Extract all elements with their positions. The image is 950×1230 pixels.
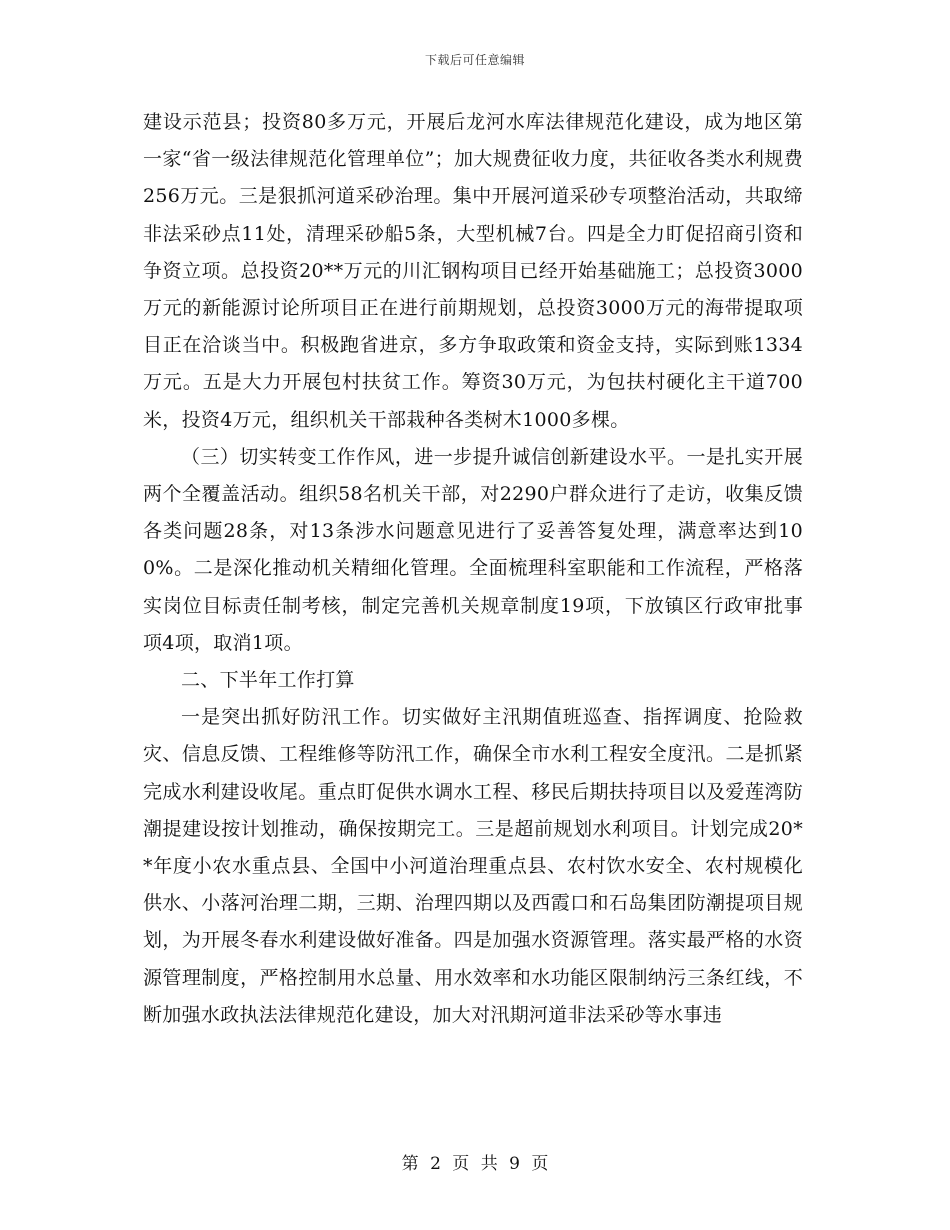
section-heading-plan: 二、下半年工作打算 (181, 669, 355, 692)
paragraph-section-three: （三）切实转变工作作风，进一步提升诚信创新建设水平。一是扎实开展两个全覆盖活动。组织58名机关干部，对2290户群众进行了走访，收集反馈各类问题28条，对13条涉水问题意见进行了妥善答复处理，满意率达到100%。二是深化推动机关精细化管理。全面梳理科室职能和工作流程，严格落实岗位目标责任制考核，制定完善机关规章制度19项，下放镇区行政审批事项4项，取消1项。 (143, 445, 803, 654)
page-number-footer: 第 2 页 共 9 页 (401, 1154, 549, 1174)
page-header-note: 下载后可任意编辑 (424, 53, 525, 67)
paragraph-continuation: 建设示范县；投资80多万元，开展后龙河水库法律规范化建设，成为地区第一家“省一级法律规范化管理单位”；加大规费征收力度，共征收各类水利规费256万元。三是狠抓河道采砂治理。集中开展河道采砂专项整治活动，共取缔非法采砂点11处，清理采砂船5条，大型机械7台。四是全力盯促招商引资和争资立项。总投资20**万元的川汇钢构项目已经开始基础施工；总投资3000万元的新能源讨论所项目正在进行前期规划，总投资3000万元的海带提取项目正在洽谈当中。积极跑省进京，多方争取政策和资金支持，实际到账1334万元。五是大力开展包村扶贫工作。筹资30万元，为包扶村硬化主干道700米，投资4万元，组织机关干部栽种各类树木1000多棵。 (143, 111, 803, 431)
paragraph-plan-items: 一是突出抓好防汛工作。切实做好主汛期值班巡查、指挥调度、抢险救灾、信息反馈、工程维修等防汛工作，确保全市水利工程安全度汛。二是抓紧完成水利建设收尾。重点盯促供水调水工程、移民后期扶持项目以及爱莲湾防潮提建设按计划推动，确保按期完工。三是超前规划水利项目。计划完成20**年度小农水重点县、全国中小河道治理重点县、农村饮水安全、农村规模化供水、小落河治理二期，三期、治理四期以及西霞口和石岛集团防潮提项目规划，为开展冬春水利建设做好准备。四是加强水资源管理。落实最严格的水资源管理制度，严格控制用水总量、用水效率和水功能区限制纳污三条红线，不断加强水政执法法律规范化建设，加大对汛期河道非法采砂等水事违 (143, 706, 803, 1026)
document-body (143, 104, 803, 1034)
